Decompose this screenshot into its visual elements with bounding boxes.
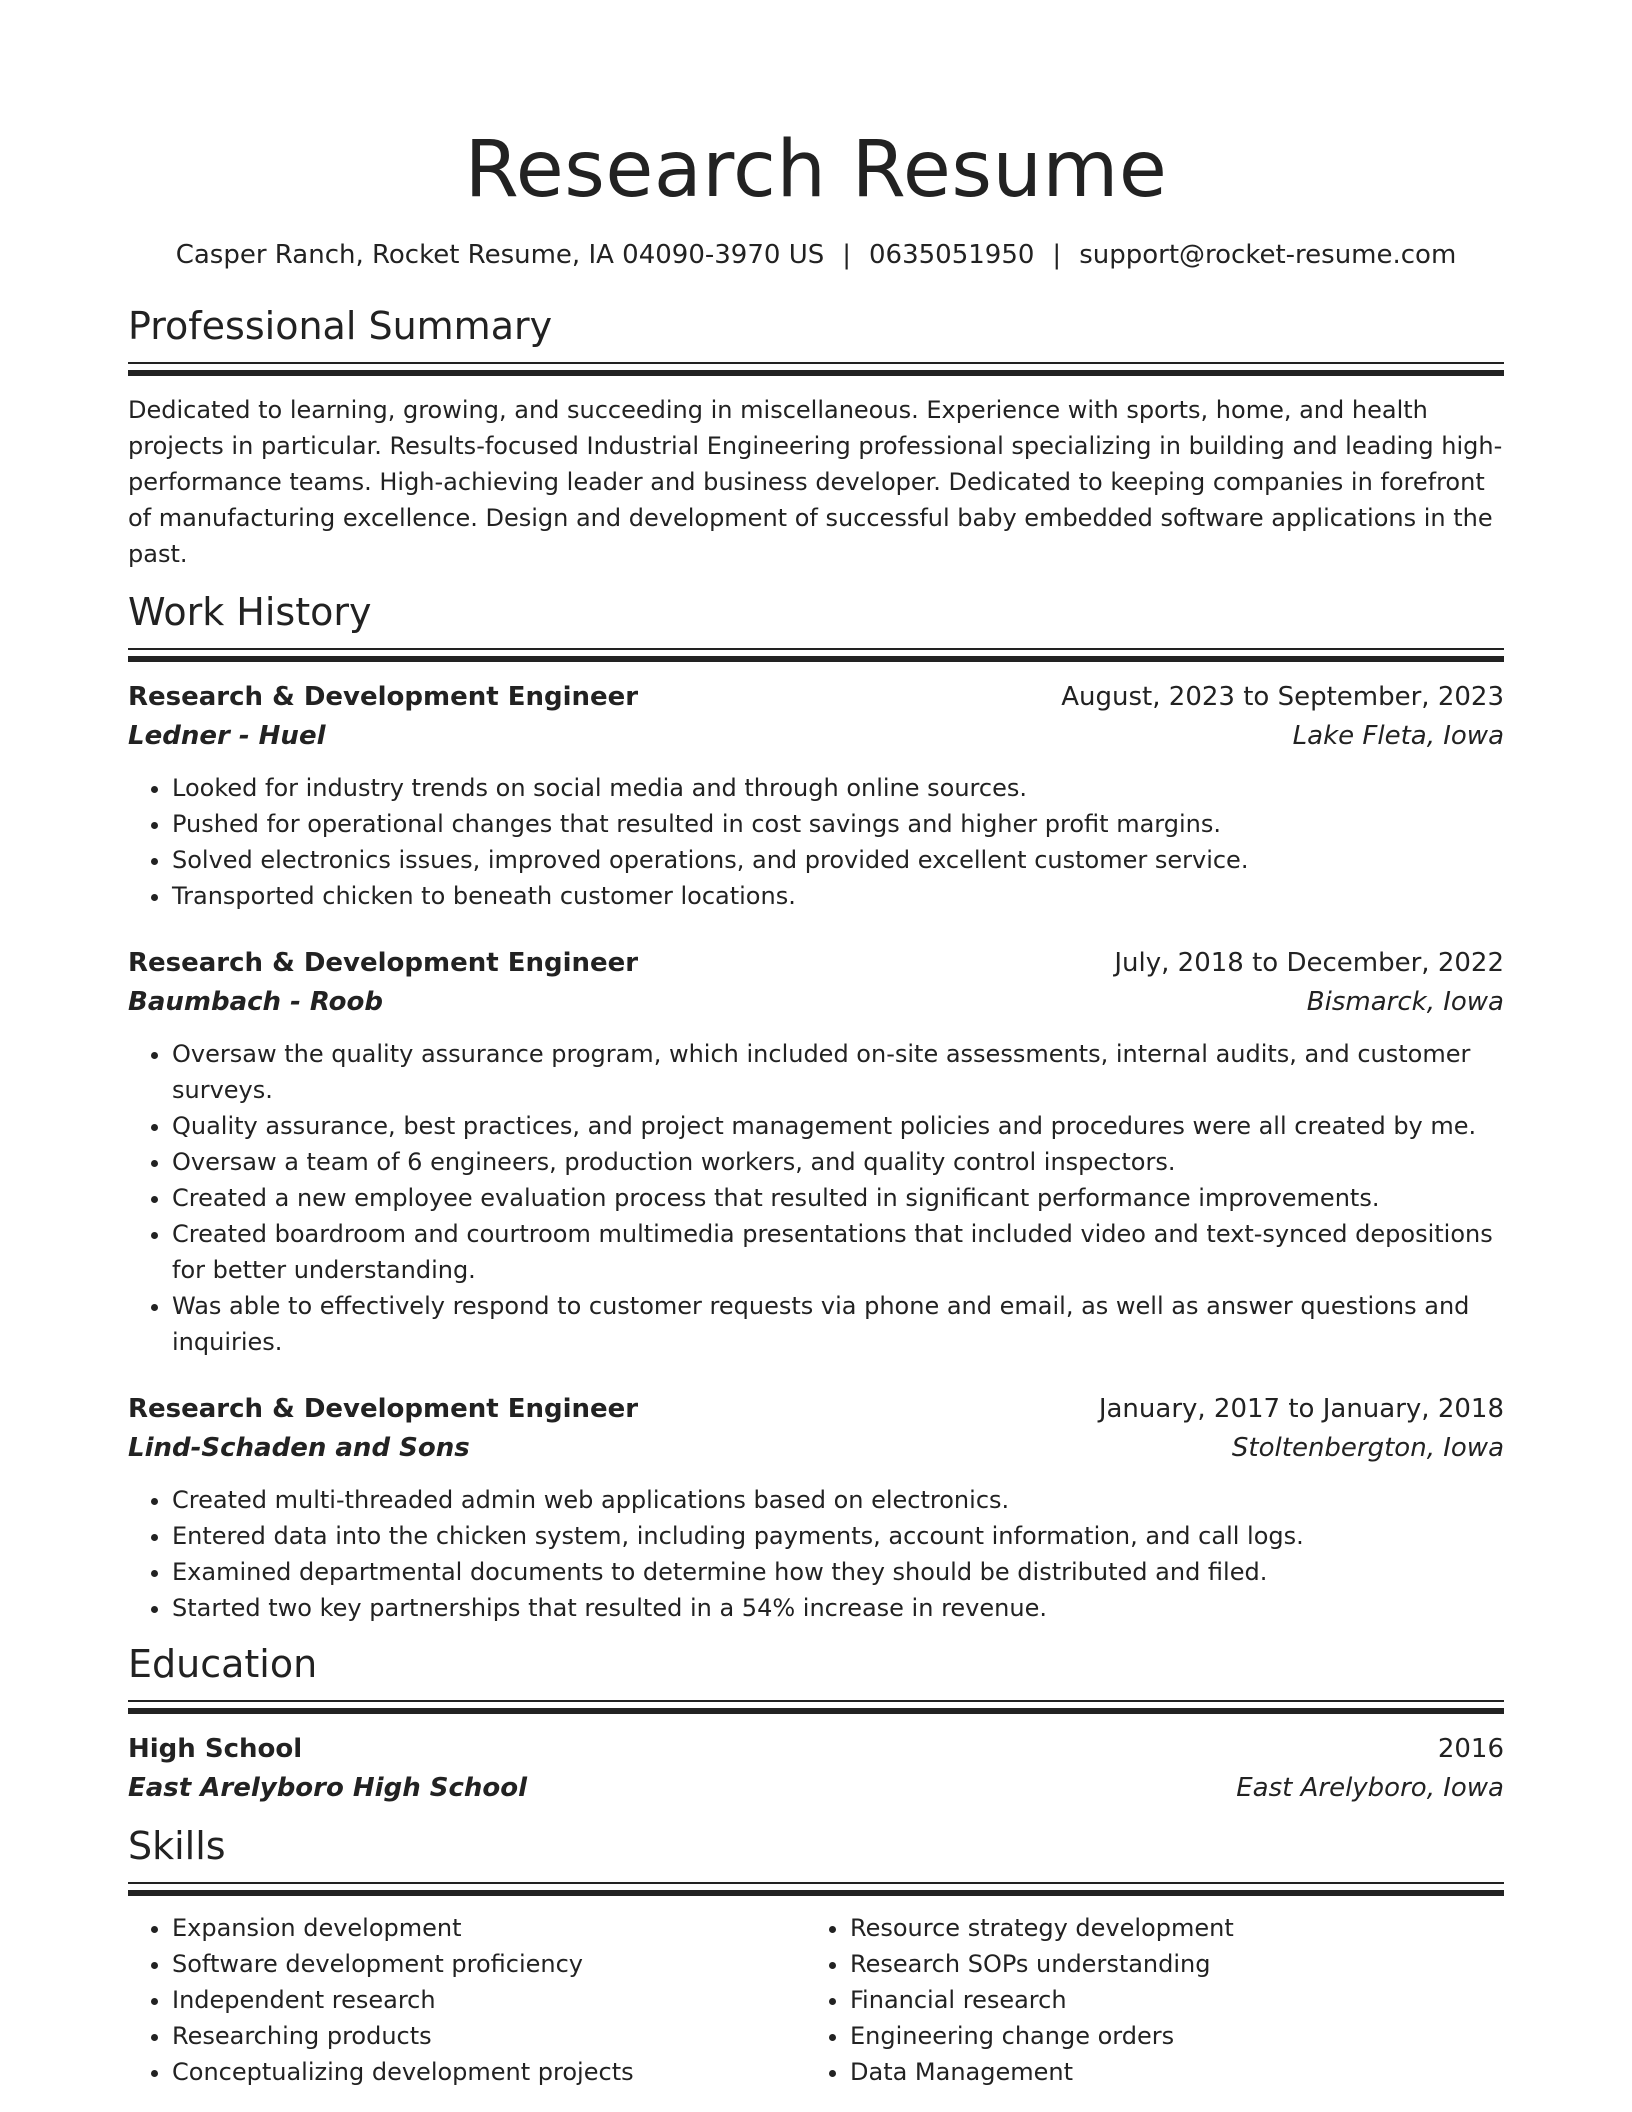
job-header-row xyxy=(128,944,1504,982)
skills-section xyxy=(128,1822,1504,2090)
list-item: • Started two key partnerships that resulted in a 54% increase in revenue. xyxy=(172,1590,1504,1626)
list-item: • Created boardroom and courtroom multimedia presentations that included video and text-synced depositions for better understanding. xyxy=(172,1216,1504,1288)
list-item: • Created multi-threaded admin web applications based on electronics. xyxy=(172,1482,1504,1518)
list-item: • Researching products xyxy=(172,2018,806,2054)
list-item: • Research SOPs understanding xyxy=(850,1946,1484,1982)
job-location: Stoltenbergton, Iowa xyxy=(1231,1433,1504,1463)
job-bullets xyxy=(128,1482,1504,1626)
contact-separator: | xyxy=(1052,240,1062,270)
list-item: • Engineering change orders xyxy=(850,2018,1484,2054)
list-item: • Transported chicken to beneath customer locations. xyxy=(172,878,1504,914)
job-header-row xyxy=(128,1390,1504,1428)
job-dates: July, 2018 to December, 2022 xyxy=(1114,948,1504,978)
list-item: • Examined departmental documents to determine how they should be distributed and filed. xyxy=(172,1554,1504,1590)
job-location: Lake Fleta, Iowa xyxy=(1292,721,1504,751)
job-company: Ledner - Huel xyxy=(128,721,326,751)
job-header-row xyxy=(128,678,1504,716)
list-item: • Expansion development xyxy=(172,1910,806,1946)
education-year: 2016 xyxy=(1437,1734,1504,1764)
list-item: • Created a new employee evaluation process that resulted in significant performance improvements. xyxy=(172,1180,1504,1216)
list-item: • Solved electronics issues, improved operations, and provided excellent customer service. xyxy=(172,842,1504,878)
job-company-row xyxy=(128,716,1504,756)
list-item: • Financial research xyxy=(850,1982,1484,2018)
education-heading: Education xyxy=(128,1642,318,1686)
contact-email: support@rocket-resume.com xyxy=(1079,240,1457,270)
education-school: East Arelyboro High School xyxy=(128,1773,528,1803)
skills-column-right xyxy=(806,1910,1484,2090)
list-item: • Entered data into the chicken system, including payments, account information, and call logs. xyxy=(172,1518,1504,1554)
section-divider xyxy=(128,1882,1504,1896)
job-dates: August, 2023 to September, 2023 xyxy=(1061,682,1504,712)
list-item: • Independent research xyxy=(172,1982,806,2018)
summary-section xyxy=(128,302,1504,572)
job-company: Baumbach - Roob xyxy=(128,987,383,1017)
job-entry xyxy=(128,678,1504,914)
list-item: • Resource strategy development xyxy=(850,1910,1484,1946)
section-divider xyxy=(128,1700,1504,1714)
list-item: • Data Management xyxy=(850,2054,1484,2090)
summary-text: Dedicated to learning, growing, and succeeding in miscellaneous. Experience with sports, home, and health projects in particular. Results-focused Industrial Engineering professional specializing in building and leading high-performance teams. High-achieving leader and business developer. Dedicated to keeping companies in forefront of manufacturing excellence. Design and development of successful baby embedded software applications in the past. xyxy=(128,396,1503,568)
education-entry xyxy=(128,1730,1504,1808)
skills-list xyxy=(128,1910,806,2090)
job-dates: January, 2017 to January, 2018 xyxy=(1098,1394,1504,1424)
section-divider xyxy=(128,362,1504,376)
contact-separator: | xyxy=(842,240,851,270)
work-history-heading: Work History xyxy=(128,590,372,634)
skills-column-left xyxy=(128,1910,806,2090)
section-divider xyxy=(128,648,1504,662)
skills-list xyxy=(806,1910,1484,2090)
contact-address: Casper Ranch, Rocket Resume, IA 04090-3970 US xyxy=(175,240,825,270)
resume-name: Research Resume xyxy=(464,125,1168,215)
list-item: • Software development proficiency xyxy=(172,1946,806,1982)
contact-line xyxy=(128,238,1504,272)
job-entry xyxy=(128,944,1504,1360)
education-location: East Arelyboro, Iowa xyxy=(1236,1773,1504,1803)
job-entry xyxy=(128,1390,1504,1626)
list-item: • Oversaw a team of 6 engineers, production workers, and quality control inspectors. xyxy=(172,1144,1504,1180)
job-bullets xyxy=(128,1036,1504,1360)
list-item: • Oversaw the quality assurance program, which included on-site assessments, internal audits, and customer surveys. xyxy=(172,1036,1504,1108)
job-bullets xyxy=(128,770,1504,914)
job-location: Bismarck, Iowa xyxy=(1306,987,1504,1017)
job-company: Lind-Schaden and Sons xyxy=(128,1433,470,1463)
work-history-section xyxy=(128,588,1504,1626)
list-item: • Was able to effectively respond to customer requests via phone and email, as well as answer questions and inquiries. xyxy=(172,1288,1504,1360)
skills-grid xyxy=(128,1910,1504,2090)
skills-heading: Skills xyxy=(128,1824,226,1868)
list-item: • Looked for industry trends on social media and through online sources. xyxy=(172,770,1504,806)
summary-heading: Professional Summary xyxy=(128,304,553,348)
resume-page xyxy=(128,0,1504,2090)
job-title: Research & Development Engineer xyxy=(128,948,639,978)
job-title: Research & Development Engineer xyxy=(128,1394,639,1424)
education-header-row xyxy=(128,1730,1504,1768)
contact-phone: 0635051950 xyxy=(869,240,1035,270)
education-degree: High School xyxy=(128,1734,303,1764)
job-title: Research & Development Engineer xyxy=(128,682,639,712)
job-company-row xyxy=(128,1428,1504,1468)
education-school-row xyxy=(128,1768,1504,1808)
job-company-row xyxy=(128,982,1504,1022)
list-item: • Quality assurance, best practices, and project management policies and procedures were all created by me. xyxy=(172,1108,1504,1144)
list-item: • Conceptualizing development projects xyxy=(172,2054,806,2090)
education-section xyxy=(128,1640,1504,1808)
list-item: • Pushed for operational changes that resulted in cost savings and higher profit margins. xyxy=(172,806,1504,842)
